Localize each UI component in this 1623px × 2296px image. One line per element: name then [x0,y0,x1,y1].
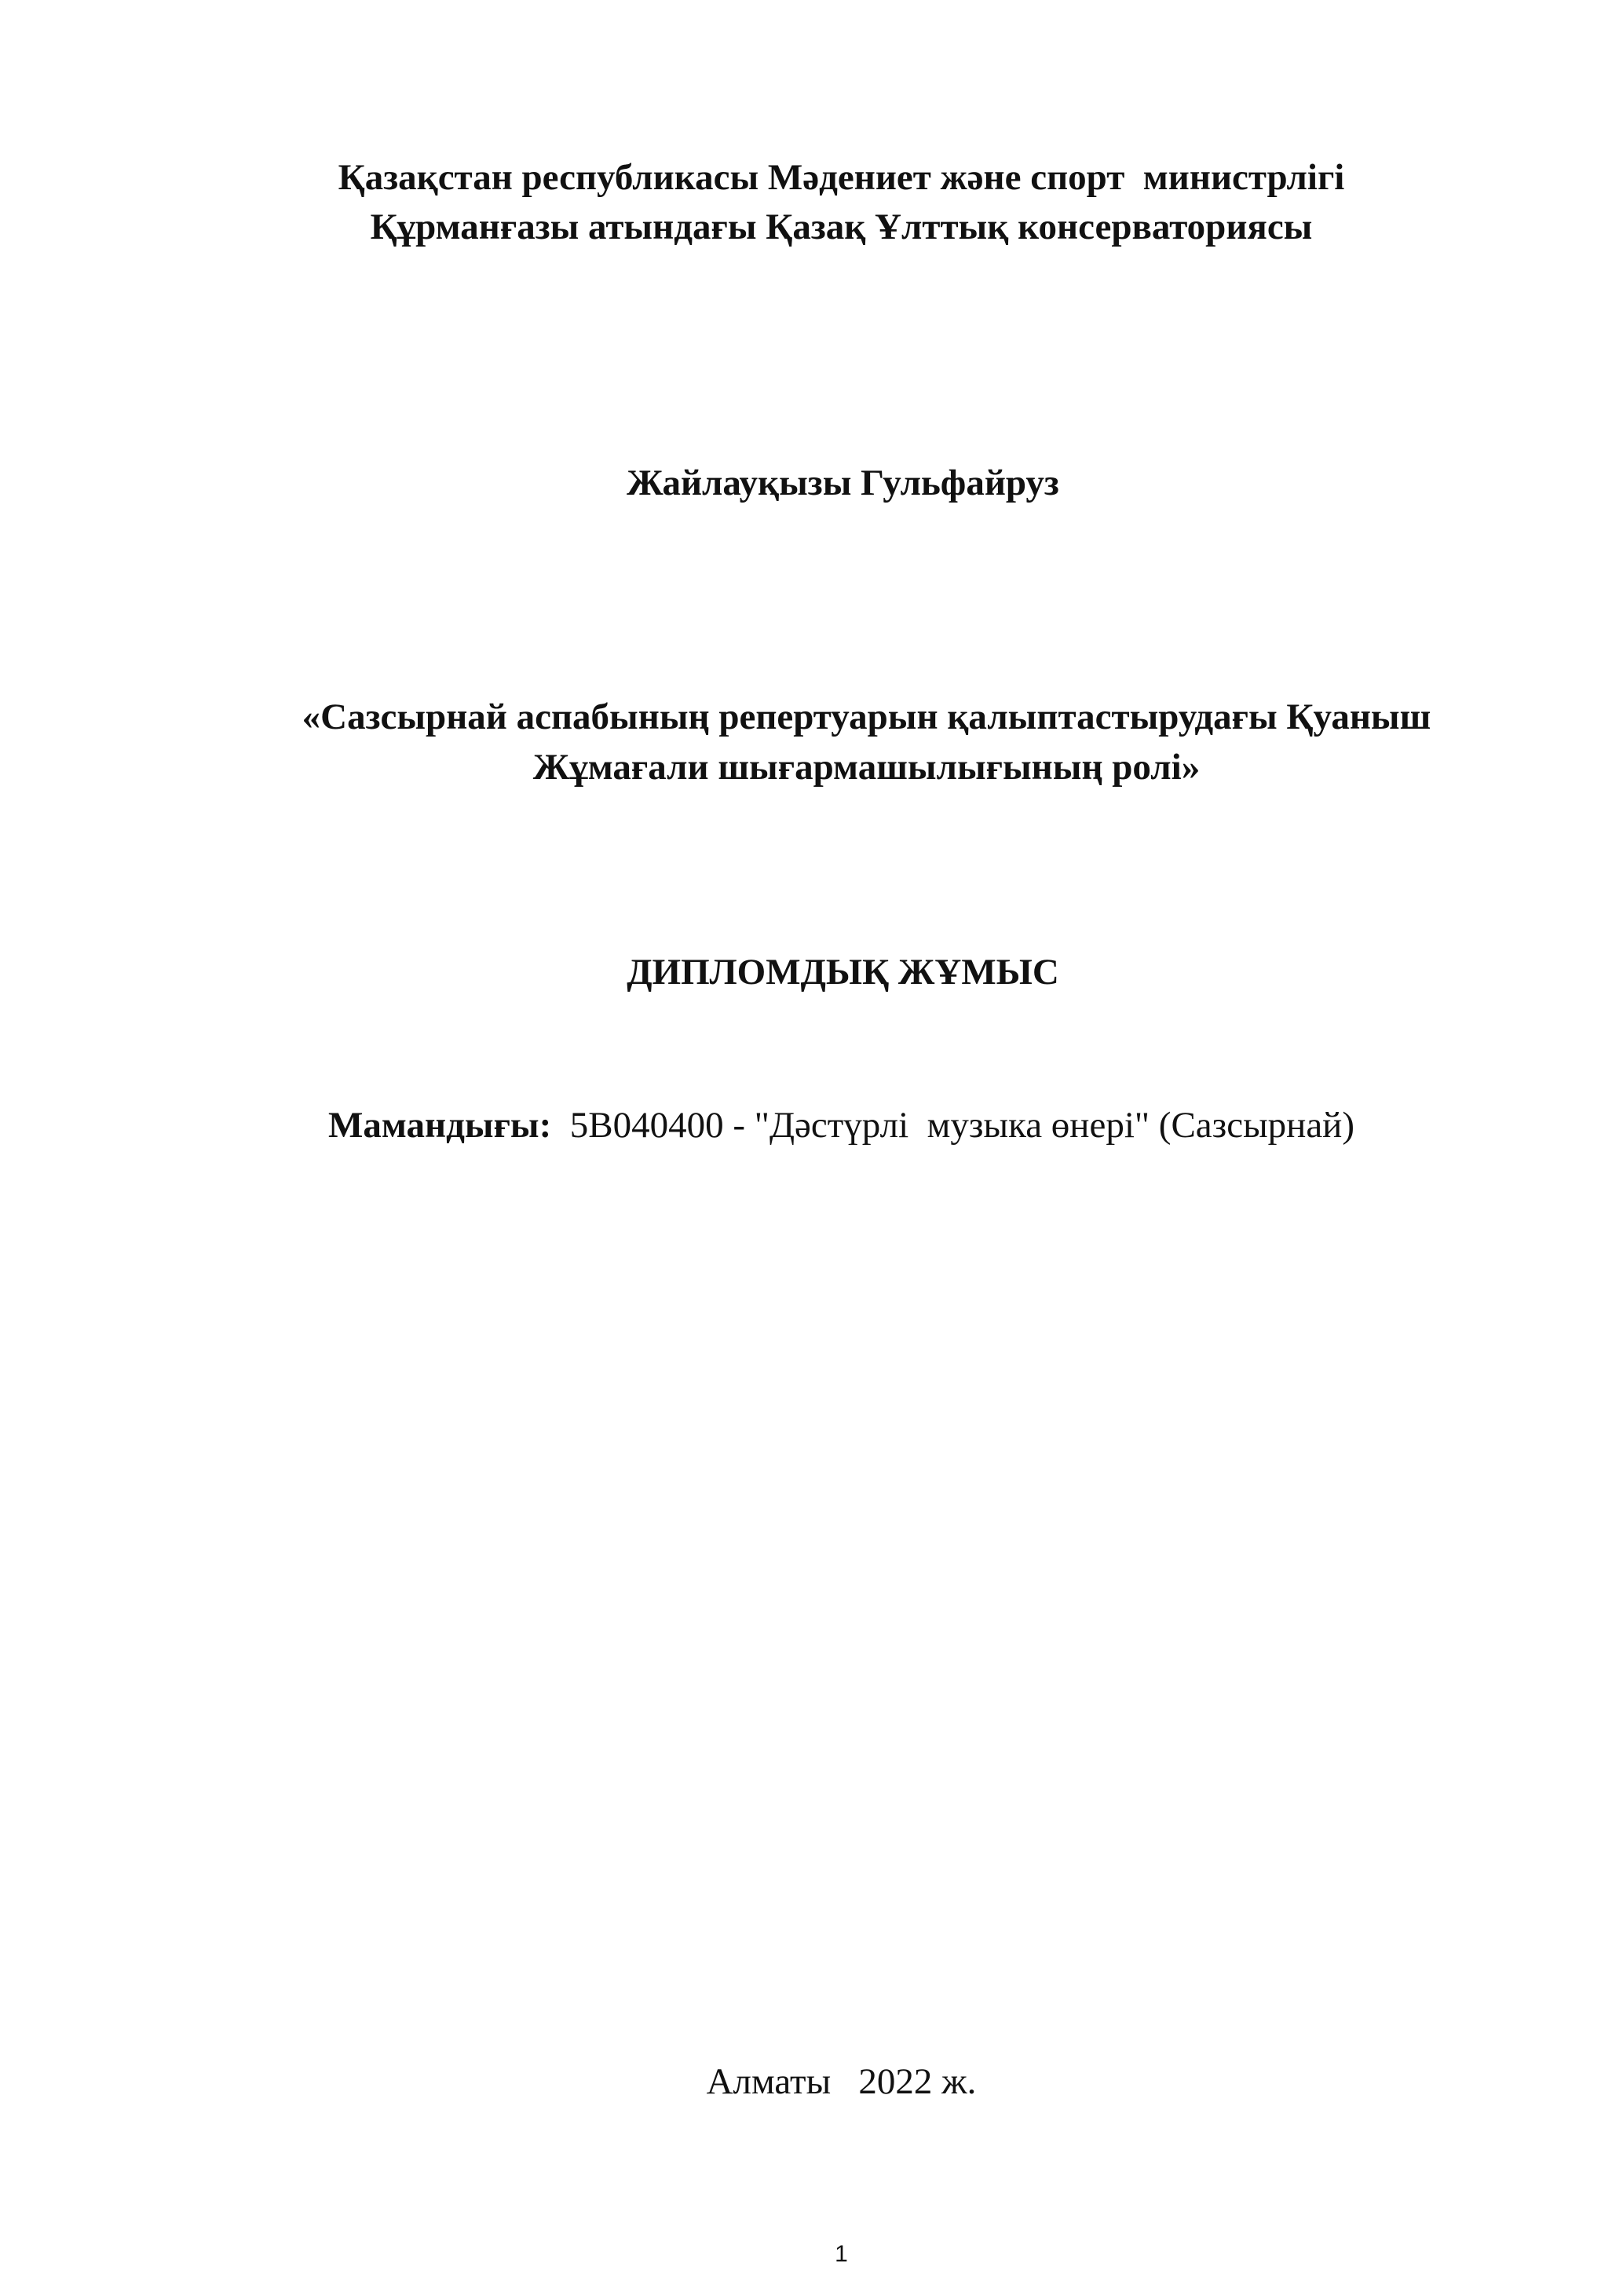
author-name: Жайлауқызы Гульфайруз [627,462,1059,503]
specialty-line [30,1107,1623,1144]
institution-name: Құрманғазы атындағы Қазақ Ұлттық консерваториясы [370,207,1313,247]
page-number: 1 [835,2241,848,2267]
ministry-name: Қазақстан республикасы Мәдениет және спорт министрлігі [338,157,1345,198]
thesis-title-line-2: Жұмағали шығармашылығының ролі» [532,747,1201,788]
thesis-title-line-1: «Сазсырнай аспабының репертуарын қалыптастырудағы Қуаныш [302,696,1431,737]
specialty-label: Мамандығы: [327,1105,552,1146]
work-type-heading: ДИПЛОМДЫҚ ЖҰМЫС [627,952,1059,993]
specialty-value: 5В040400 - "Дәстүрлі музыка өнері" (Сазсырнай) [551,1105,1354,1146]
place-and-year: Алматы 2022 ж. [706,2061,977,2102]
